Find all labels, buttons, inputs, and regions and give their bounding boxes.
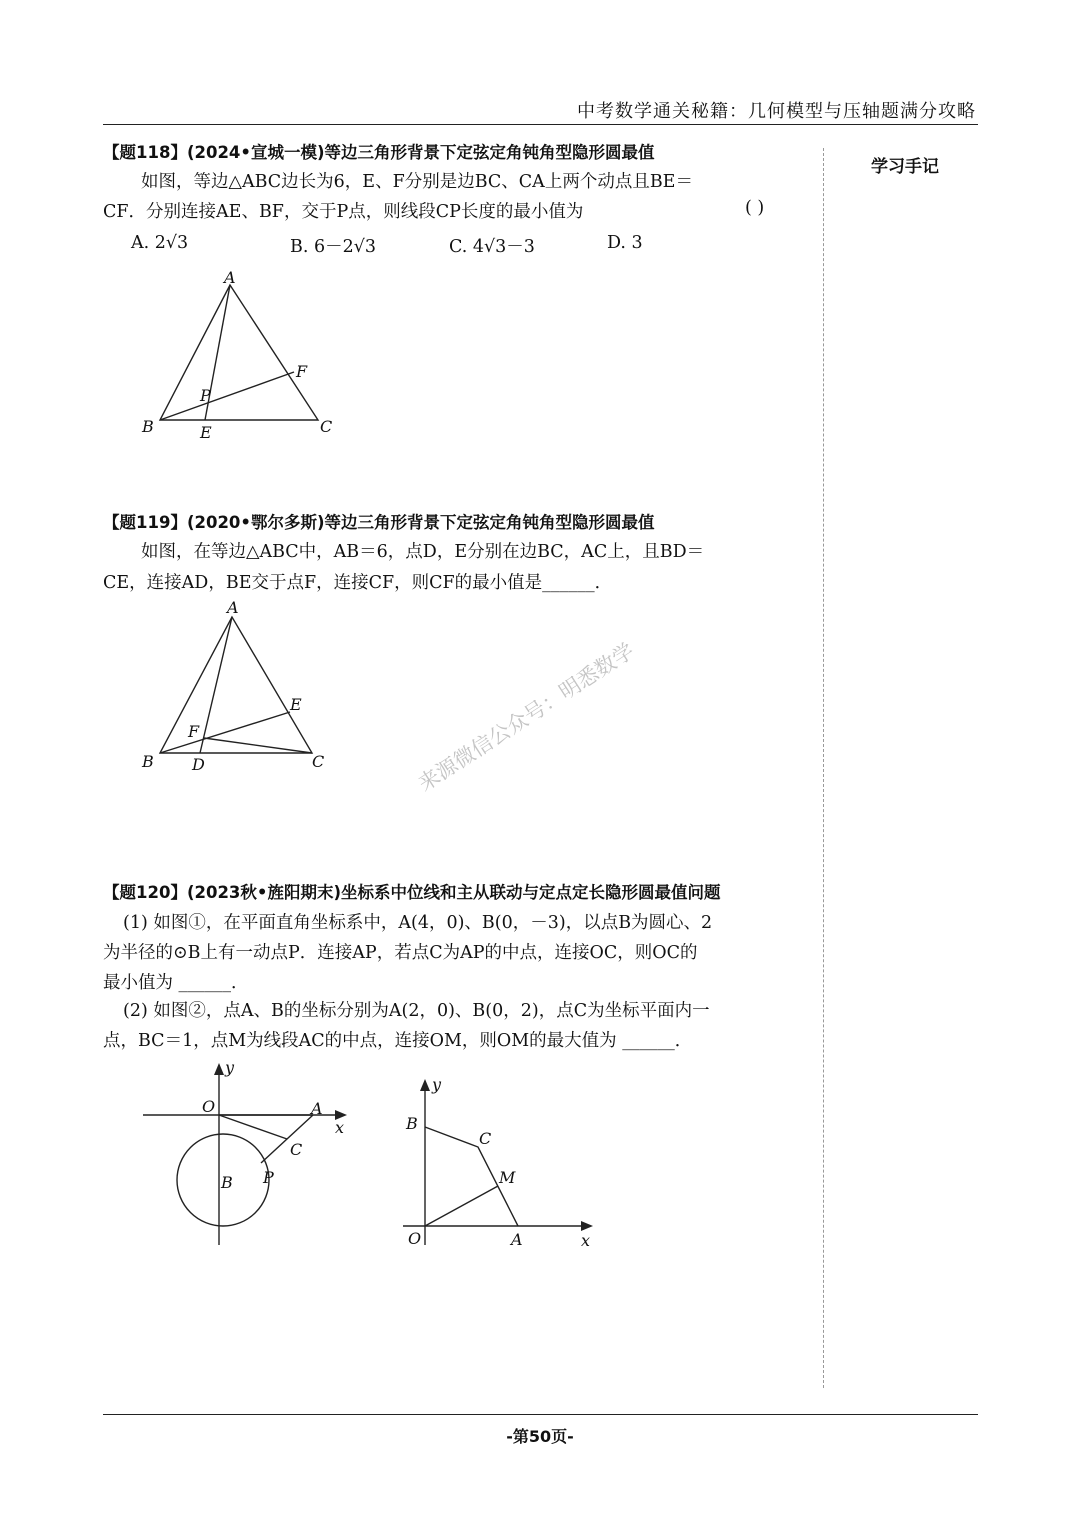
page-number: -第50页- — [506, 1427, 574, 1446]
fig2-label-b: B — [406, 1114, 418, 1133]
q119-label-a: A — [227, 598, 239, 617]
q119-label-d: D — [192, 755, 205, 774]
q118-option-c: C. 4√3－3 — [449, 237, 535, 257]
q119-figure — [130, 595, 350, 780]
q119-triangle-abc — [160, 617, 312, 753]
q120-p1-line1: (1) 如图①，在平面直角坐标系中，A(4，0)、B(0，－3)，以点B为圆心、2 — [123, 913, 713, 933]
q118-label-p: P — [200, 386, 211, 405]
header-divider — [103, 124, 978, 125]
fig2-label-c: C — [479, 1129, 492, 1148]
q118-label-c: C — [320, 417, 333, 436]
fig1-label-a: A — [311, 1099, 323, 1118]
q118-option-b: B. 6－2√3 — [290, 237, 377, 257]
q118-label-e: E — [200, 423, 212, 442]
q120-figure-1 — [135, 1055, 365, 1255]
fig2-label-y: y — [432, 1075, 442, 1094]
q119-label-e: E — [290, 695, 302, 714]
fig2-y-arrow — [420, 1079, 430, 1091]
q119-segment-ad — [200, 617, 232, 753]
q118-label-a: A — [224, 268, 236, 287]
fig1-segment-oc — [219, 1115, 287, 1139]
q119-label-b: B — [142, 752, 154, 771]
fig1-label-p: P — [263, 1168, 274, 1187]
q119-label-f: F — [188, 722, 200, 741]
q118-answer-paren: ( ) — [745, 198, 765, 218]
q120-p1-line3: 最小值为 ______． — [103, 973, 249, 993]
q120-figure-2 — [398, 1070, 608, 1255]
fig1-label-y: y — [225, 1058, 235, 1077]
q120-p2-line1: (2) 如图②，点A、B的坐标分别为A(2，0)、B(0，2)，点C为坐标平面内一 — [123, 1001, 710, 1021]
q118-label-b: B — [142, 417, 154, 436]
q120-title: 【题120】(2023秋•旌阳期末)坐标系中位线和主从联动与定点定长隐形圆最值问题 — [103, 883, 721, 902]
q120-p1-line2: 为半径的⊙B上有一动点P．连接AP，若点C为AP的中点，连接OC，则OC的 — [103, 943, 698, 963]
q118-option-d: D. 3 — [607, 233, 643, 253]
q119-line2: CE，连接AD，BE交于点F，连接CF，则CF的最小值是______． — [103, 573, 613, 593]
q118-option-a: A. 2√3 — [131, 233, 189, 253]
fig1-y-arrow — [214, 1063, 224, 1075]
q118-label-f: F — [296, 362, 308, 381]
fig2-label-x: x — [581, 1231, 591, 1250]
q119-title: 【题119】(2020•鄂尔多斯)等边三角形背景下定弦定角钝角型隐形圆最值 — [103, 513, 655, 532]
q119-segment-cf — [204, 738, 312, 753]
notes-column-divider — [823, 148, 824, 1388]
footer-divider — [103, 1414, 978, 1415]
fig2-segment-om — [425, 1186, 498, 1226]
fig2-label-o: O — [408, 1229, 422, 1248]
header-title: 中考数学通关秘籍：几何模型与压轴题满分攻略 — [577, 101, 976, 122]
q118-line2: CF．分别连接AE、BF，交于P点，则线段CP长度的最小值为 — [103, 202, 584, 222]
q118-segment-bf — [160, 372, 294, 420]
q119-line1: 如图，在等边△ABC中，AB＝6，点D，E分别在边BC，AC上，且BD＝ — [141, 542, 705, 562]
q118-line1: 如图，等边△ABC边长为6，E、F分别是边BC、CA上两个动点且BE＝ — [141, 172, 693, 192]
q119-label-c: C — [312, 752, 325, 771]
q118-title: 【题118】(2024•宣城一模)等边三角形背景下定弦定角钝角型隐形圆最值 — [103, 143, 655, 162]
fig2-label-m: M — [499, 1168, 516, 1187]
fig1-label-c: C — [290, 1140, 303, 1159]
q118-figure — [130, 260, 350, 450]
q120-p2-line2: 点，BC＝1，点M为线段AC的中点，连接OM，则OM的最大值为 ______． — [103, 1031, 693, 1051]
fig2-label-a: A — [511, 1230, 523, 1249]
q118-triangle-abc — [160, 285, 318, 420]
notes-label: 学习手记 — [871, 157, 939, 177]
watermark: 来源微信公众号：明悉数学 — [414, 638, 639, 796]
fig1-label-o: O — [202, 1097, 216, 1116]
fig1-label-b: B — [221, 1173, 233, 1192]
fig2-x-arrow — [581, 1221, 593, 1231]
fig1-label-x: x — [335, 1118, 345, 1137]
